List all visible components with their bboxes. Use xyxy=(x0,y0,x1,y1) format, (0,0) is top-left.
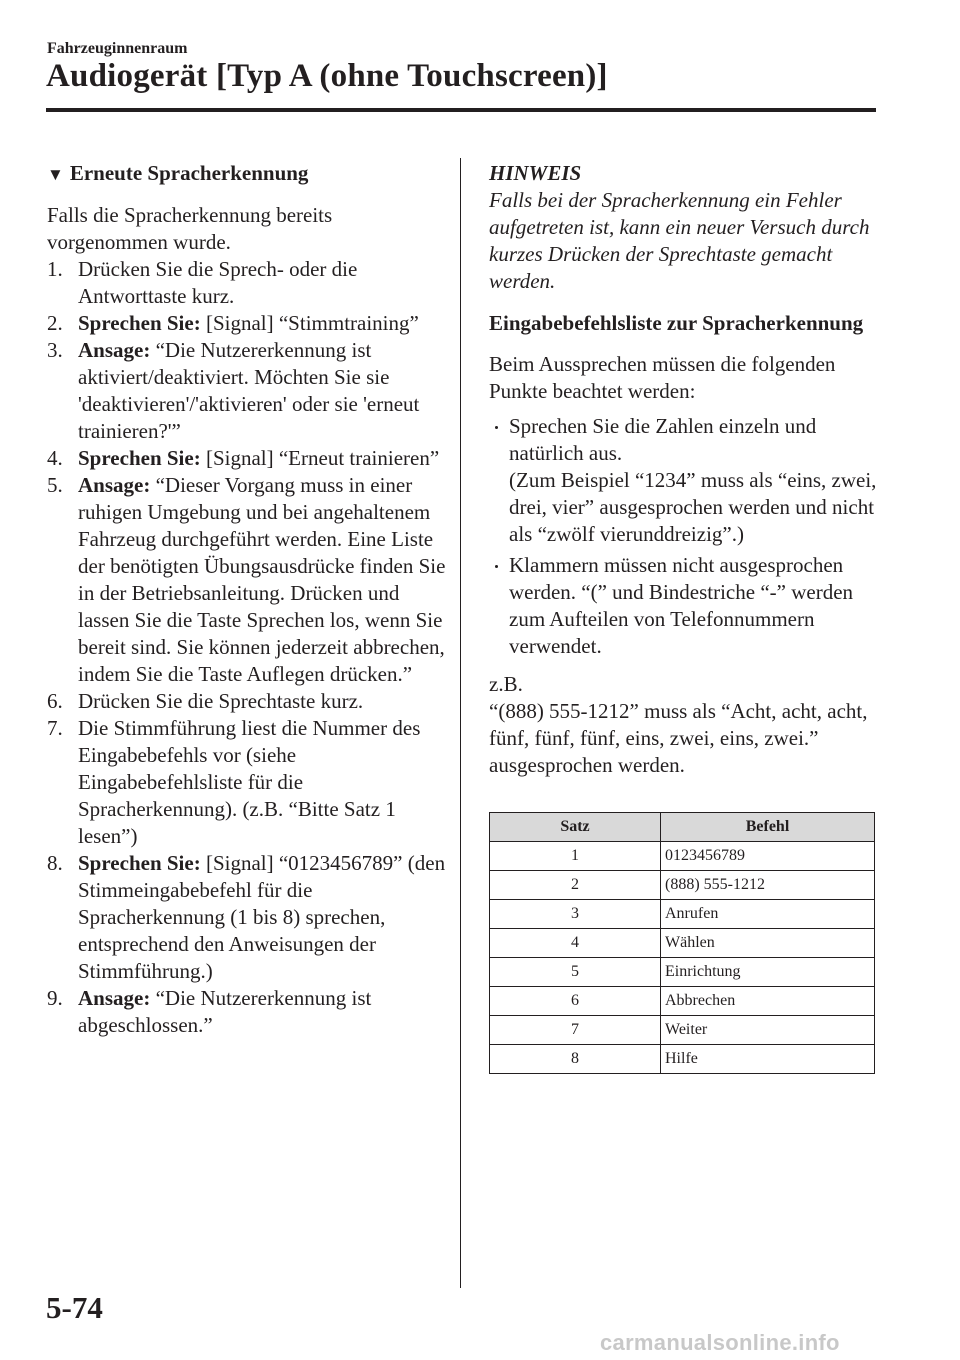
step-text: [Signal] “Stimmtraining” xyxy=(205,311,419,335)
step-label: Ansage: xyxy=(78,338,151,362)
step-number: 7. xyxy=(47,716,63,740)
step-item xyxy=(47,715,447,850)
step-number: 4. xyxy=(47,446,63,470)
table-cell-befehl: Hilfe xyxy=(661,1045,875,1074)
table-cell-befehl: Weiter xyxy=(661,1016,875,1045)
table-cell-befehl: 0123456789 xyxy=(661,842,875,871)
table-row xyxy=(490,1045,875,1074)
bullet-text: (Zum Beispiel “1234” muss als “eins, zwei, drei, vier” ausgesprochen werden und nicht als “zwölf vierunddreizig”.) xyxy=(509,468,877,546)
triangle-down-icon: ▼ xyxy=(47,165,64,184)
left-column xyxy=(47,160,447,1039)
column-divider xyxy=(460,158,461,1288)
bullet-item xyxy=(489,413,879,467)
table-header-befehl: Befehl xyxy=(661,813,875,842)
watermark: carmanualsonline.info xyxy=(600,1330,840,1355)
bullet-item xyxy=(489,552,879,660)
table-cell-satz: 5 xyxy=(490,958,661,987)
table-row xyxy=(490,900,875,929)
step-text: “Dieser Vorgang muss in einer ruhigen Umgebung und bei angehaltenem Fahrzeug durchgeführt werden. Eine Liste der benötigten Übungsausdrücke finden Sie in der Betriebsanleitung. Drücken und lassen Sie die Taste Sprechen los, wenn Sie bereit sind. Sie können jederzeit abbrechen, indem Sie die Taste Auflegen drücken.” xyxy=(78,473,446,686)
step-item xyxy=(47,445,447,472)
bullet-dot-icon xyxy=(495,565,498,568)
table-row xyxy=(490,1016,875,1045)
bullet-text: Klammern müssen nicht ausgesprochen werden. “(” und Bindestriche “-” werden zum Aufteilen von Telefonnummern verwendet. xyxy=(509,553,854,658)
example-text: “(888) 555-1212” muss als “Acht, acht, acht, fünf, fünf, fünf, eins, zwei, eins, zwei.” ausgesprochen werden. xyxy=(489,699,868,777)
example-label: z.B. xyxy=(489,672,523,696)
table-row xyxy=(490,958,875,987)
step-label: Ansage: xyxy=(78,986,151,1010)
table-cell-befehl: Einrichtung xyxy=(661,958,875,987)
section-heading xyxy=(47,160,447,188)
step-number: 2. xyxy=(47,311,63,335)
bullet-list xyxy=(489,413,879,660)
table-header-satz: Satz xyxy=(490,813,661,842)
table-cell-befehl: (888) 555-1212 xyxy=(661,871,875,900)
table-cell-satz: 4 xyxy=(490,929,661,958)
step-item xyxy=(47,688,447,715)
step-item xyxy=(47,985,447,1039)
step-item xyxy=(47,256,447,310)
table-cell-befehl: Abbrechen xyxy=(661,987,875,1016)
step-number: 3. xyxy=(47,338,63,362)
step-label: Sprechen Sie: xyxy=(78,311,201,335)
table-cell-satz: 2 xyxy=(490,871,661,900)
table-cell-satz: 1 xyxy=(490,842,661,871)
step-label: Sprechen Sie: xyxy=(78,851,201,875)
title-rule xyxy=(46,108,876,112)
command-list-heading: Eingabebefehlsliste zur Spracherkennung xyxy=(489,311,864,335)
command-table xyxy=(489,812,875,1074)
table-cell-satz: 7 xyxy=(490,1016,661,1045)
bullet-dot-icon xyxy=(495,426,498,429)
right-column xyxy=(489,160,879,779)
step-text: Drücken Sie die Sprech- oder die Antworttaste kurz. xyxy=(78,257,358,308)
step-number: 9. xyxy=(47,986,63,1010)
table-row xyxy=(490,929,875,958)
table-row xyxy=(490,987,875,1016)
table-cell-satz: 8 xyxy=(490,1045,661,1074)
section-heading-text: Erneute Spracherkennung xyxy=(69,161,309,185)
table-header-row xyxy=(490,813,875,842)
table-cell-befehl: Wählen xyxy=(661,929,875,958)
step-text: Drücken Sie die Sprechtaste kurz. xyxy=(78,689,364,713)
table-cell-satz: 3 xyxy=(490,900,661,929)
step-number: 8. xyxy=(47,851,63,875)
step-item xyxy=(47,850,447,985)
step-number: 1. xyxy=(47,257,63,281)
table-row xyxy=(490,842,875,871)
note-text: Falls bei der Spracherkennung ein Fehler aufgetreten ist, kann ein neuer Versuch durch kurzes Drücken der Sprechtaste gemacht werden. xyxy=(489,188,870,293)
step-item xyxy=(47,337,447,445)
intro-text: Falls die Spracherkennung bereits vorgenommen wurde. xyxy=(47,203,333,254)
bullet-text: Sprechen Sie die Zahlen einzeln und natürlich aus. xyxy=(509,414,817,465)
step-list xyxy=(47,256,447,1039)
page-title: Audiogerät [Typ A (ohne Touchscreen)] xyxy=(46,58,608,94)
points-intro: Beim Aussprechen müssen die folgenden Punkte beachtet werden: xyxy=(489,352,836,403)
step-item xyxy=(47,310,447,337)
table-cell-satz: 6 xyxy=(490,987,661,1016)
step-label: Ansage: xyxy=(78,473,151,497)
table-row xyxy=(490,871,875,900)
note-heading: HINWEIS xyxy=(489,161,582,185)
bullet-item xyxy=(489,467,879,548)
step-text: Die Stimmführung liest die Nummer des Eingabebefehls vor (siehe Eingabebefehlsliste für die Spracherkennung). (z.B. “Bitte Satz 1 lesen”) xyxy=(78,716,421,848)
step-item xyxy=(47,472,447,688)
step-text: [Signal] “0123456789” (den Stimmeingabebefehl für die Spracherkennung (1 bis 8) sprechen, entsprechend den Anweisungen der Stimmführung.) xyxy=(78,851,446,983)
step-text: “Die Nutzererkennung ist abgeschlossen.” xyxy=(78,986,372,1037)
step-number: 6. xyxy=(47,689,63,713)
step-text: “Die Nutzererkennung ist aktiviert/deaktiviert. Möchten Sie sie 'deaktivieren'/'aktivieren' oder sie 'erneut trainieren?'” xyxy=(78,338,420,443)
section-label: Fahrzeuginnenraum xyxy=(47,40,188,57)
table-cell-befehl: Anrufen xyxy=(661,900,875,929)
step-number: 5. xyxy=(47,473,63,497)
step-label: Sprechen Sie: xyxy=(78,446,201,470)
page-number: 5-74 xyxy=(46,1290,103,1325)
step-text: [Signal] “Erneut trainieren” xyxy=(205,446,440,470)
